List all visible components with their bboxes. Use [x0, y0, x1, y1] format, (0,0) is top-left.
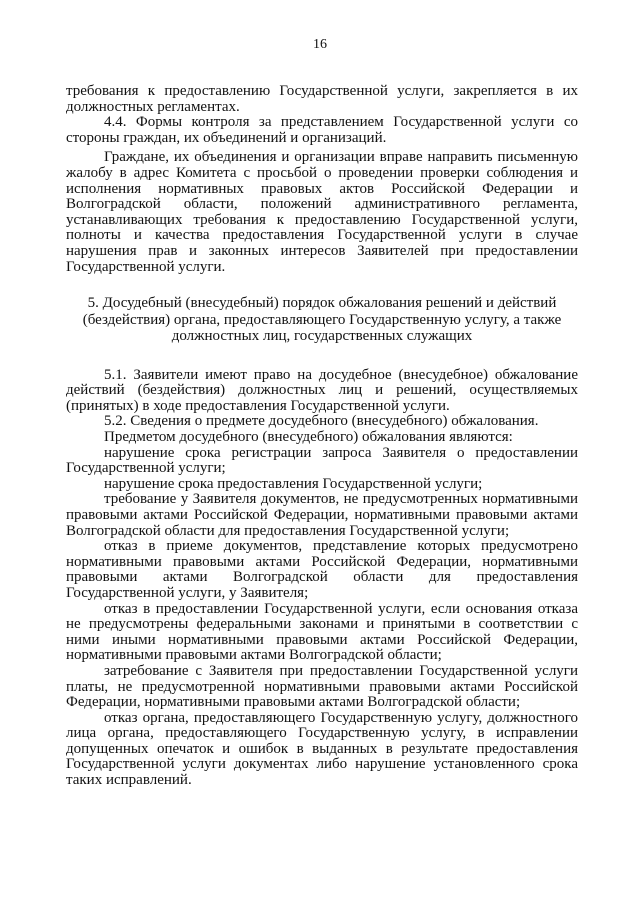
paragraph-citizens-complaint: Граждане, их объединения и организации вправе направить письменную жалобу в адрес Комитета с просьбой о проведении проверки соблюдения и исполнения нормативных правовых актов Российской Федерации и Волгоградской области, положений административного регламента, устанавливающих требования к предоставлению Государственной услуги, полноты и качества предоставления Государственной услуги в случае нарушения прав и законных интересов Заявителей при предоставлении Государственной услуги.: [66, 149, 578, 275]
paragraph-regulations-continuation: требования к предоставлению Государственной услуги, закрепляется в их должностных регламентах.: [66, 83, 578, 115]
list-item-registration-delay: нарушение срока регистрации запроса Заявителя о предоставлении Государственной услуги;: [66, 444, 578, 477]
section-5-heading: 5. Досудебный (внесудебный) порядок обжалования решений и действий (бездействия) органа, предоставляющего Государственную услугу, а также должностных лиц, государственных служащих: [82, 295, 562, 345]
list-item-refusal-service: отказ в предоставлении Государственной услуги, если основания отказа не предусмотрены федеральными законами и принятыми в соответствии с ними иными нормативными правовыми актами Российской Федерации, нормативными правовыми актами Волгоградской области;: [66, 600, 578, 664]
page-number: 16: [313, 37, 327, 52]
paragraph-4-4: 4.4. Формы контроля за представлением Государственной услуги со стороны граждан, их объединений и организаций.: [66, 114, 578, 146]
list-item-service-delay: нарушение срока предоставления Государственной услуги;: [104, 475, 483, 492]
paragraph-subject-intro: Предметом досудебного (внесудебного) обжалования являются:: [104, 429, 513, 445]
list-item-extra-documents: требование у Заявителя документов, не предусмотренных нормативными правовыми актами Российской Федерации, нормативными правовыми актами Волгоградской области для предоставления Государственной услуги;: [66, 491, 578, 539]
paragraph-5-1: 5.1. Заявители имеют право на досудебное (внесудебное) обжалование действий (бездействия) должностных лиц и решений, осуществляемых (принятых) в ходе предоставления Государственной услуги.: [66, 366, 578, 414]
list-item-refusal-accept-documents: отказ в приеме документов, представление которых предусмотрено нормативными правовыми актами Российской Федерации, нормативными правовыми актами Волгоградской области для предоставления Государственной услуги, у Заявителя;: [66, 538, 578, 601]
paragraph-5-2: 5.2. Сведения о предмете досудебного (внесудебного) обжалования.: [104, 413, 539, 430]
list-item-refusal-corrections: отказ органа, предоставляющего Государственную услугу, должностного лица органа, предоставляющего Государственную услугу, в исправлении допущенных опечаток и ошибок в выданных в результате предоставления Государственной услуги документах либо нарушение установленного срока таких исправлений.: [66, 709, 578, 789]
list-item-unlawful-fee: затребование с Заявителя при предоставлении Государственной услуги платы, не предусмотренной нормативными правовыми актами Российской Федерации, нормативными правовыми актами Волгоградской области;: [66, 662, 578, 711]
